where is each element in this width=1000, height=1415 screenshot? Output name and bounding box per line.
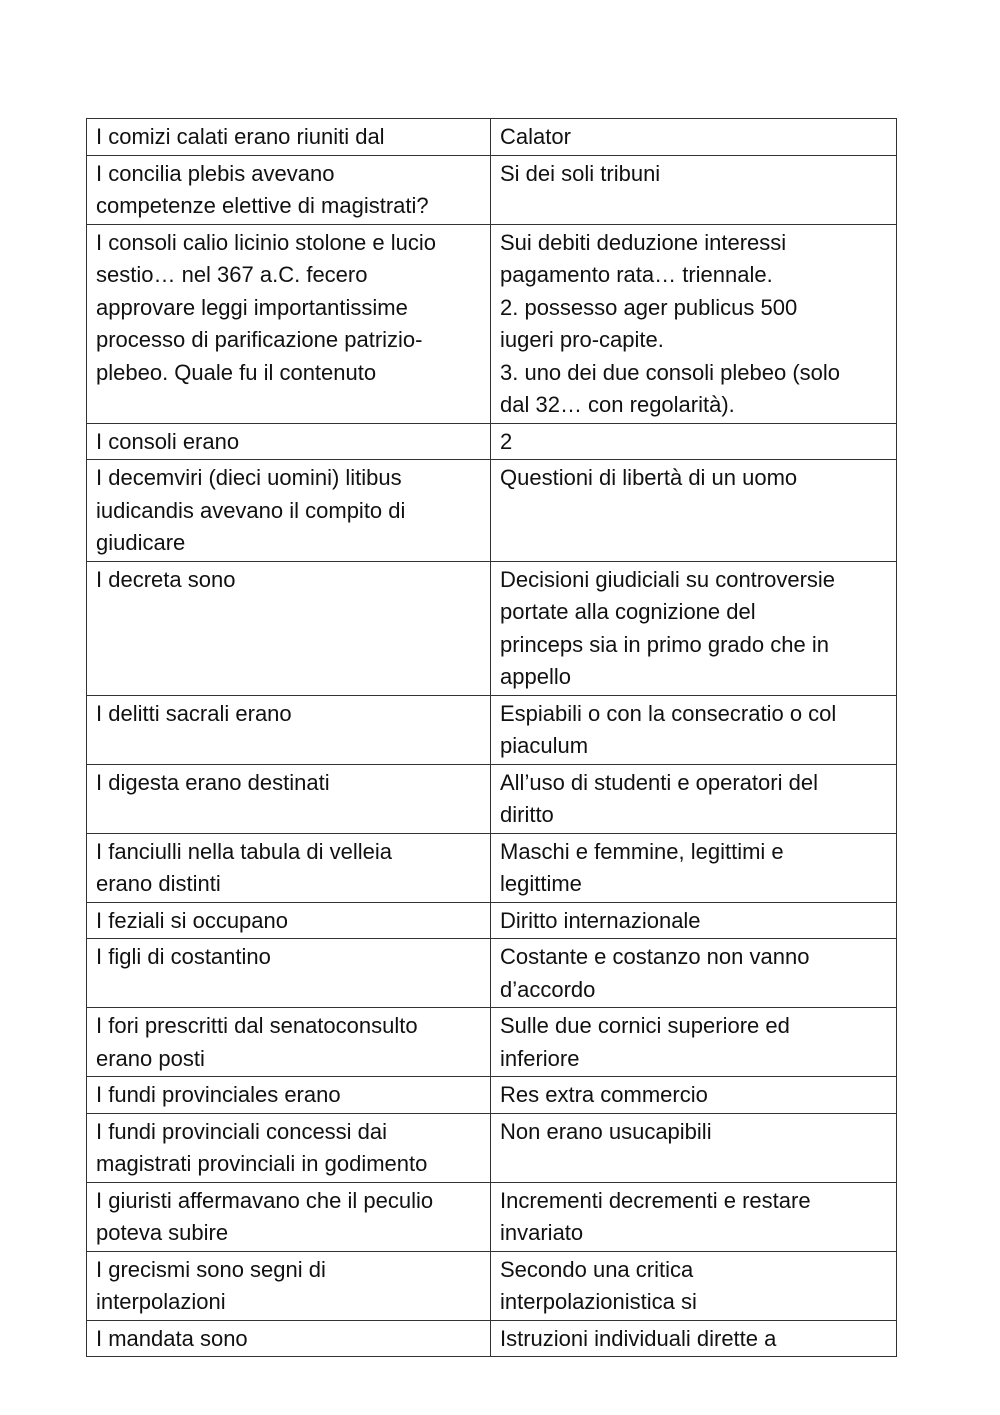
question-line: I concilia plebis avevano <box>96 160 335 186</box>
answer-line: pagamento rata… triennale. <box>500 262 773 287</box>
answer-line: appello <box>500 664 571 689</box>
answer-cell <box>491 1077 897 1114</box>
answer-line: Decisioni giudiciali su controversie <box>500 566 836 592</box>
qa-table <box>86 118 897 1357</box>
question-line: I figli di costantino <box>96 944 271 969</box>
question-line: approvare leggi importantissime <box>96 294 408 320</box>
answer-cell <box>491 939 897 1008</box>
answer-cell <box>491 155 897 224</box>
question-line: I fundi provinciales erano <box>96 1082 341 1107</box>
question-line: I grecismi sono segni di <box>96 1256 326 1282</box>
table-row <box>87 833 897 902</box>
answer-cell <box>491 224 897 423</box>
answer-cell <box>491 902 897 939</box>
answer-line: Questioni di libertà di un uomo <box>500 465 798 490</box>
question-cell <box>87 1182 491 1251</box>
table-row <box>87 423 897 460</box>
question-line: interpolazioni <box>96 1289 226 1314</box>
question-cell <box>87 561 491 695</box>
question-cell <box>87 1008 491 1077</box>
answer-line: 2. possesso ager publicus 500 <box>500 294 798 320</box>
question-cell <box>87 939 491 1008</box>
answer-line: 2 <box>500 428 513 454</box>
table-row <box>87 695 897 764</box>
answer-cell <box>491 423 897 460</box>
question-line: I comizi calati erano riuniti dal <box>96 124 385 149</box>
table-row <box>87 764 897 833</box>
answer-line: piaculum <box>500 733 589 758</box>
question-line: I digesta erano destinati <box>96 769 330 795</box>
answer-line: Espiabili o con la consecratio o col <box>500 700 837 726</box>
answer-line: inferiore <box>500 1045 580 1071</box>
question-line: I delitti sacrali erano <box>96 700 292 726</box>
table-row <box>87 460 897 562</box>
question-cell <box>87 833 491 902</box>
table-row <box>87 939 897 1008</box>
answer-line: Calator <box>500 124 571 149</box>
question-line: I fanciulli nella tabula di velleia <box>96 838 392 864</box>
question-cell <box>87 764 491 833</box>
question-line: sestio… nel 367 a.C. fecero <box>96 262 368 287</box>
table-row <box>87 119 897 156</box>
answer-line: 3. uno dei due consoli plebeo (solo <box>500 359 841 385</box>
answer-line: Costante e costanzo non vanno <box>500 944 810 969</box>
answer-cell <box>491 1008 897 1077</box>
question-line: magistrati provinciali in godimento <box>96 1151 428 1176</box>
table-row <box>87 1251 897 1320</box>
question-line: I feziali si occupano <box>96 907 288 933</box>
answer-cell <box>491 119 897 156</box>
answer-line: Si dei soli tribuni <box>500 160 661 186</box>
question-cell <box>87 902 491 939</box>
question-cell <box>87 155 491 224</box>
answer-line: invariato <box>500 1220 584 1245</box>
answer-cell <box>491 561 897 695</box>
answer-cell <box>491 460 897 562</box>
answer-line: legittime <box>500 871 582 896</box>
question-cell <box>87 1251 491 1320</box>
qa-table-body <box>87 119 897 1357</box>
question-cell <box>87 119 491 156</box>
table-row <box>87 1182 897 1251</box>
answer-line: dal 32… con regolarità). <box>500 392 735 417</box>
answer-line: portate alla cognizione del <box>500 599 756 624</box>
question-line: giudicare <box>96 530 186 555</box>
question-line: I decreta sono <box>96 566 236 592</box>
question-line: I fori prescritti dal senatoconsulto <box>96 1013 418 1038</box>
question-cell <box>87 460 491 562</box>
table-row <box>87 155 897 224</box>
table-row <box>87 1077 897 1114</box>
answer-line: All’uso di studenti e operatori del <box>500 769 818 795</box>
question-line: I consoli erano <box>96 428 240 454</box>
answer-line: Diritto internazionale <box>500 907 701 933</box>
question-cell <box>87 1320 491 1357</box>
question-line: I mandata sono <box>96 1325 248 1351</box>
question-line: I consoli calio licinio stolone e lucio <box>96 229 436 255</box>
table-row <box>87 224 897 423</box>
answer-line: Secondo una critica <box>500 1256 694 1282</box>
answer-line: Sui debiti deduzione interessi <box>500 229 787 255</box>
answer-line: Istruzioni individuali dirette a <box>500 1325 777 1351</box>
question-line: competenze elettive di magistrati? <box>96 193 429 218</box>
answer-line: Res extra commercio <box>500 1082 708 1107</box>
answer-line: Non erano usucapibili <box>500 1118 712 1144</box>
question-cell <box>87 224 491 423</box>
answer-line: d’accordo <box>500 976 596 1002</box>
question-line: I decemviri (dieci uomini) litibus <box>96 465 402 490</box>
question-line: iudicandis avevano il compito di <box>96 497 406 523</box>
answer-cell <box>491 764 897 833</box>
question-cell <box>87 695 491 764</box>
question-cell <box>87 1077 491 1114</box>
question-cell <box>87 1113 491 1182</box>
answer-line: interpolazionistica si <box>500 1289 697 1314</box>
answer-cell <box>491 833 897 902</box>
answer-cell <box>491 695 897 764</box>
question-line: erano posti <box>96 1045 205 1071</box>
answer-cell <box>491 1320 897 1357</box>
answer-line: Maschi e femmine, legittimi e <box>500 838 784 864</box>
table-row <box>87 1320 897 1357</box>
answer-line: iugeri pro-capite. <box>500 327 664 352</box>
question-line: I giuristi affermavano che il peculio <box>96 1187 434 1213</box>
table-row <box>87 902 897 939</box>
question-line: erano distinti <box>96 871 221 896</box>
answer-line: Incrementi decrementi e restare <box>500 1187 811 1213</box>
question-cell <box>87 423 491 460</box>
table-row <box>87 1008 897 1077</box>
question-line: poteva subire <box>96 1220 229 1245</box>
table-row <box>87 561 897 695</box>
answer-line: princeps sia in primo grado che in <box>500 631 829 657</box>
answer-cell <box>491 1182 897 1251</box>
question-line: I fundi provinciali concessi dai <box>96 1118 388 1144</box>
answer-line: Sulle due cornici superiore ed <box>500 1013 790 1038</box>
answer-cell <box>491 1251 897 1320</box>
answer-cell <box>491 1113 897 1182</box>
question-line: processo di parificazione patrizio- <box>96 327 423 352</box>
question-line: plebeo. Quale fu il contenuto <box>96 359 377 385</box>
answer-line: diritto <box>500 802 554 827</box>
table-row <box>87 1113 897 1182</box>
